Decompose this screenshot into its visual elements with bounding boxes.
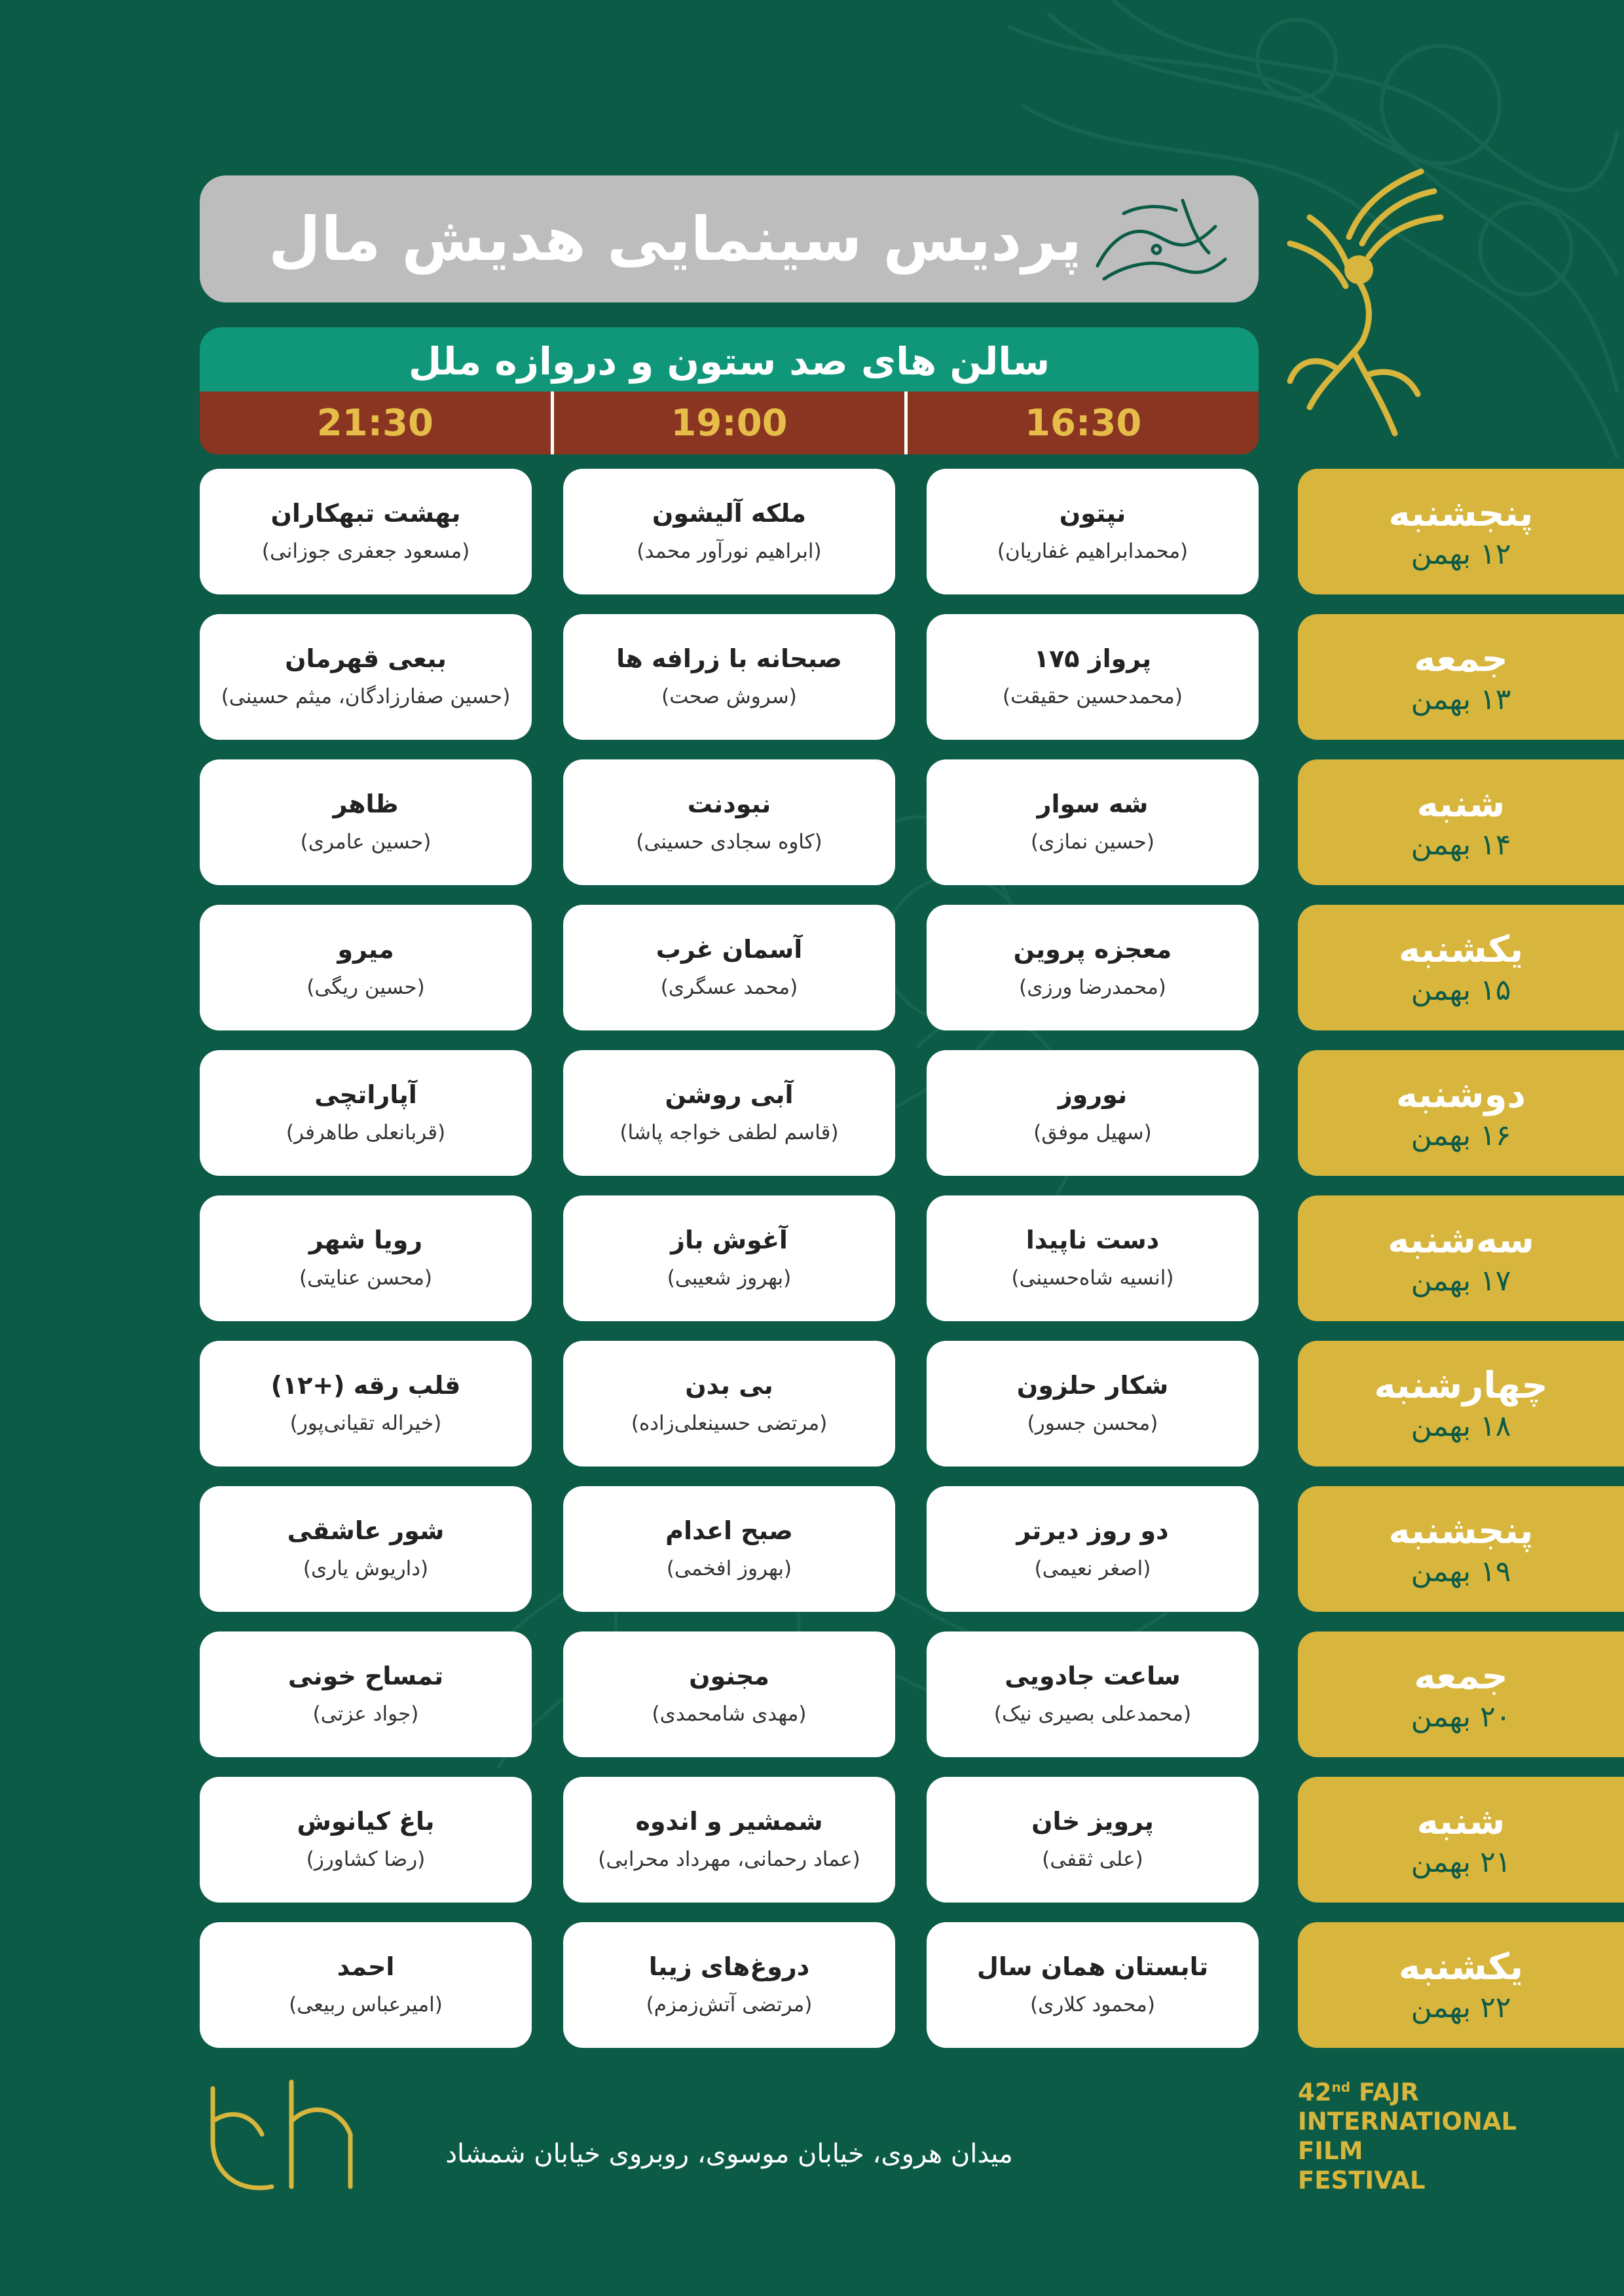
film-card [927,1341,1259,1467]
film-director: (خیراله تقیانی‌پور) [289,1412,442,1435]
schedule-row [200,1050,1624,1176]
day-label [1298,1777,1624,1903]
film-director: (قاسم لطفی خواجه پاشا) [619,1121,839,1144]
film-director: (قربانعلی طاهرفر) [286,1121,446,1144]
film-card [927,759,1259,885]
time-slot-3 [200,392,551,454]
film-card [563,1777,895,1903]
day-name: چهارشنبه [1374,1364,1548,1407]
schedule-row [200,1341,1624,1467]
cinema-header-bar [200,175,1259,302]
film-title: دست ناپیدا [1025,1226,1160,1254]
day-label [1298,1050,1624,1176]
film-director: (محمدابراهیم غفاریان) [997,539,1189,563]
film-card [927,469,1259,594]
film-title: ظاهر [333,790,399,818]
film-card [927,1922,1259,2048]
film-director: (حسین صفارزادگان، میثم حسینی) [221,685,511,708]
film-title: نپتون [1059,499,1126,528]
fest-line-international: INTERNATIONAL [1298,2107,1517,2136]
film-card [563,1050,895,1176]
schedule-row [200,759,1624,885]
film-title: صبحانه با زرافه ها [616,644,842,673]
day-label [1298,1195,1624,1321]
time-slot-1 [904,392,1259,454]
film-director: (داریوش یاری) [303,1557,429,1580]
day-label [1298,1922,1624,2048]
day-label [1298,614,1624,740]
film-card [200,1195,532,1321]
festival-calligraphy-mark [1084,187,1235,292]
film-card [200,614,532,740]
film-director: (محسن جسور) [1027,1412,1158,1435]
film-director: (محمود کلاری) [1030,1993,1155,2016]
film-title: شکار حلزون [1016,1371,1169,1400]
film-title: رویا شهر [308,1226,423,1254]
film-title: پرویز خان [1031,1807,1154,1836]
film-director: (محمدحسین حقیقت) [1003,685,1183,708]
day-date: ۱۶ بهمن [1411,1119,1511,1152]
film-title: مجنون [689,1662,769,1690]
film-title: دو روز دیرتر [1016,1516,1169,1545]
film-director: (حسین ریگی) [306,975,425,999]
film-title: آغوش باز [671,1226,788,1254]
festival-edition-line [1298,2073,1494,2107]
film-title: معجزه پروین [1013,935,1172,964]
film-director: (حسین عامری) [300,830,432,854]
day-name: پنجشنبه [1388,1510,1534,1552]
schedule-row [200,469,1624,594]
film-card [563,905,895,1030]
day-name: شنبه [1416,1800,1505,1843]
film-card [200,905,532,1030]
film-title: شمشیر و اندوه [635,1807,823,1836]
film-director: (سروش صحت) [661,685,797,708]
film-card [563,469,895,594]
film-title: بهشت تبهکاران [270,499,461,528]
film-card [563,759,895,885]
film-director: (اصغر نعیمی) [1034,1557,1151,1580]
festival-english-name [1298,2073,1517,2195]
film-director: (محمد عسگری) [660,975,798,999]
day-name: جمعه [1414,638,1508,680]
day-label [1298,1631,1624,1757]
film-card [200,1341,532,1467]
film-card [200,759,532,885]
film-title: بی بدن [685,1371,773,1400]
film-title: تابستان همان سال [976,1952,1209,1981]
fest-line-film: FILM [1298,2137,1363,2166]
film-director: (مهدی شامحمدی) [652,1702,807,1726]
film-director: (امیرعباس ربیعی) [289,1993,443,2016]
film-title: تمساح خونی [287,1662,444,1690]
film-title: ملکه آلیشون [652,499,807,528]
day-name: یکشنبه [1398,1946,1524,1988]
day-name: یکشنبه [1398,928,1524,971]
film-card [927,1777,1259,1903]
day-date: ۲۰ بهمن [1411,1700,1511,1734]
cinema-title: پردیس سینمایی هدیش مال [268,204,1082,274]
day-date: ۱۹ بهمن [1411,1555,1511,1588]
film-director: (مسعود جعفری جوزانی) [261,539,470,563]
edition-number: 42 [1298,2078,1332,2107]
film-title: صبح اعدام [665,1516,793,1545]
film-title: قلب رقه (+۱۲) [270,1371,461,1400]
film-director: (حسین نمازی) [1030,830,1155,854]
day-name: جمعه [1414,1655,1508,1698]
film-card [200,469,532,594]
film-title: ببعی قهرمان [285,644,447,673]
film-director: (محمدعلی بصیری نیک) [993,1702,1192,1726]
schedule-row [200,1777,1624,1903]
film-director: (ابراهیم نورآور محمد) [637,539,822,563]
film-director: (رضا کشاورز) [306,1848,426,1871]
film-director: (مرتضی حسینعلی‌زاده) [631,1412,828,1435]
film-title: آسمان غرب [655,935,803,964]
time-slot-3-label: 21:30 [316,401,434,445]
schedule-row [200,1631,1624,1757]
day-label [1298,1341,1624,1467]
cinema-address: میدان هروی، خیابان موسوی، روبروی خیابان شمشاد [445,2139,1013,2169]
time-slot-2-label: 19:00 [671,401,788,445]
schedule-row [200,614,1624,740]
film-title: نوروز [1058,1080,1128,1109]
day-date: ۱۸ بهمن [1411,1410,1511,1443]
schedule-row [200,1195,1624,1321]
day-date: ۲۱ بهمن [1411,1846,1511,1879]
film-title: شور عاشقی [287,1516,445,1545]
film-card [200,1922,532,2048]
film-card [200,1777,532,1903]
day-date: ۱۵ بهمن [1411,974,1511,1007]
film-director: (علی ثقفی) [1042,1848,1143,1871]
fest-word: FAJR [1358,2078,1419,2107]
day-date: ۱۲ بهمن [1411,538,1511,571]
film-card [563,1486,895,1612]
film-director: (جواد عزتی) [312,1702,419,1726]
film-card [563,1195,895,1321]
day-label [1298,1486,1624,1612]
film-card [563,614,895,740]
day-date: ۱۳ بهمن [1411,683,1511,716]
film-card [200,1486,532,1612]
film-director: (مرتضی آتش‌زمزم) [646,1993,813,2016]
film-card [563,1631,895,1757]
film-card [563,1922,895,2048]
schedule-row [200,905,1624,1030]
edition-suffix: nd [1331,2079,1351,2095]
day-name: شنبه [1416,783,1505,826]
film-director: (انسیه شاه‌حسینی) [1011,1266,1174,1290]
film-card [927,1631,1259,1757]
film-title: پرواز ۱۷۵ [1033,644,1152,673]
film-director: (محمدرضا ورزی) [1019,975,1166,999]
day-label [1298,759,1624,885]
day-name: سه‌شنبه [1388,1219,1534,1262]
day-date: ۱۴ بهمن [1411,828,1511,862]
halls-subtitle: سالن های صد ستون و دروازه ملل [200,327,1259,395]
time-slot-2 [551,392,905,454]
film-card [200,1631,532,1757]
film-director: (بهروز شعیبی) [667,1266,792,1290]
film-director: (سهیل موفق) [1033,1121,1152,1144]
film-card [927,1050,1259,1176]
day-label [1298,905,1624,1030]
film-title: باغ کیانوش [297,1807,435,1836]
film-title: میرو [337,935,394,964]
time-slot-1-label: 16:30 [1025,401,1142,445]
time-header-bar [200,392,1259,454]
film-director: (عماد رحمانی، مهرداد محرابی) [598,1848,860,1871]
film-card [927,614,1259,740]
film-card [563,1341,895,1467]
film-director: (بهروز افخمی) [666,1557,792,1580]
day-date: ۲۲ بهمن [1411,1991,1511,2024]
day-name: دوشنبه [1395,1074,1526,1116]
film-director: (کاوه سجادی حسینی) [636,830,822,854]
film-title: شه سوار [1037,790,1149,818]
day-label [1298,469,1624,594]
film-card [200,1050,532,1176]
film-title: احمد [337,1952,395,1981]
schedule-row [200,1486,1624,1612]
film-title: آبی روشن [665,1080,794,1109]
film-card [927,1195,1259,1321]
film-director: (محسن عنایتی) [299,1266,433,1290]
film-card [927,1486,1259,1612]
day-name: پنجشنبه [1388,492,1534,535]
fest-line-festival: FESTIVAL [1298,2166,1426,2195]
film-title: آپاراتچی [314,1080,417,1109]
simorgh-bird-logo [1270,158,1454,446]
film-title: ساعت جادویی [1005,1662,1181,1690]
film-title: نبودنت [687,790,771,818]
schedule-row [200,1922,1624,2048]
film-card [927,905,1259,1030]
day-date: ۱۷ بهمن [1411,1264,1511,1298]
film-title: دروغ‌های زیبا [648,1952,810,1981]
